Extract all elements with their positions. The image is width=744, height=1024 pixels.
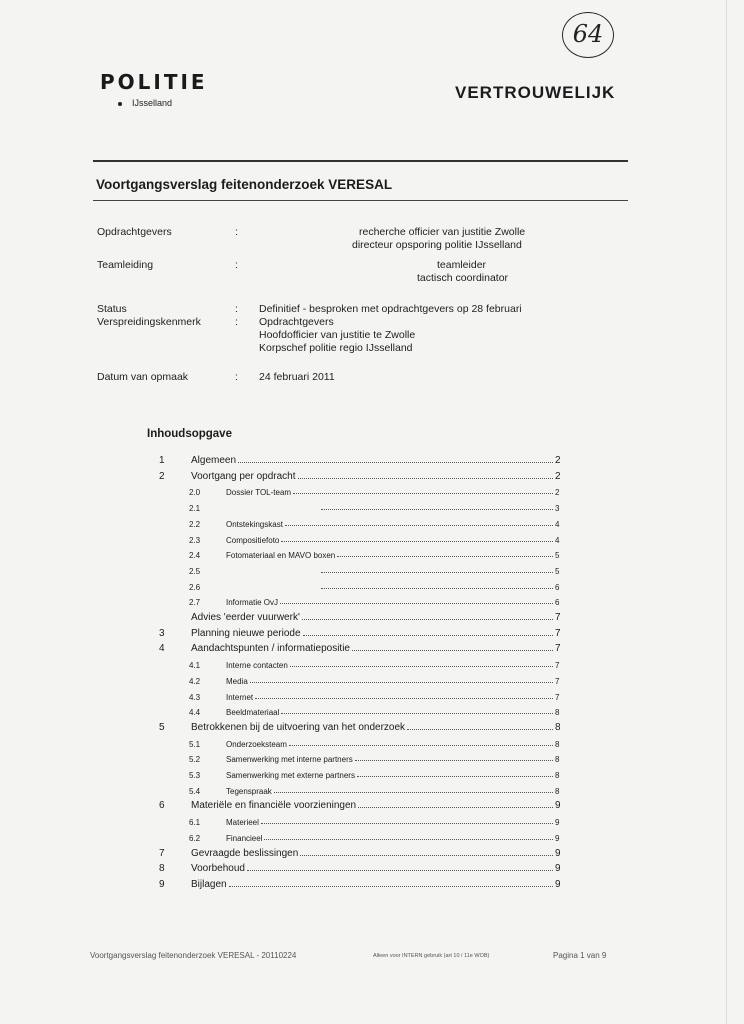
toc-entry-text: Bijlagen [191,878,227,890]
footer-document-ref: Voortgangsverslag feitenonderzoek VERESAL - 20110224 [90,951,297,960]
toc-entry-page: 5 [555,551,560,561]
toc-entry [0,782,744,796]
toc-entry-text: Beeldmateriaal [226,708,280,718]
toc-entry-page: 6 [555,598,560,608]
toc-entry [0,813,744,827]
toc-entry [0,656,744,670]
toc-entry [0,468,744,482]
toc-entry-number: 2.7 [189,598,201,608]
toc-leader-dots [281,712,553,714]
toc-entry [0,735,744,749]
toc-title: Inhoudsopgave [147,428,232,440]
meta-colon: : [235,371,238,383]
toc-leader-dots [285,524,553,526]
toc-leader-dots [352,649,553,651]
meta-label: Opdrachtgevers [97,226,172,238]
toc-entry-text: Algemeen [191,455,237,466]
toc-leader-dots [337,555,553,557]
scan-edge [726,0,727,1024]
meta-label: Teamleiding [97,259,154,271]
toc-leader-dots [293,492,553,494]
toc-entry-text: Aandachtspunten / informatiepositie [191,643,350,655]
toc-leader-dots [247,869,553,871]
toc-entry-number: 6.2 [189,833,201,843]
toc-entry [0,609,744,623]
toc-leader-dots [261,822,553,824]
toc-entry-page: 7 [555,627,561,639]
toc-entry-number: 6.1 [189,818,201,828]
toc-entry [0,499,744,513]
toc-entry-page: 9 [555,847,561,859]
toc-entry [0,578,744,592]
toc-leader-dots [321,587,553,589]
meta-label: Verspreidingskenmerk [97,316,201,328]
toc-entry-number: 5.2 [189,755,201,765]
toc-entry [0,703,744,717]
toc-entry-number: 3 [159,627,165,639]
toc-entry-text: Ontstekingskast [226,519,283,529]
toc-entry-number: 4.1 [189,661,201,671]
toc-entry-page: 7 [555,676,560,686]
toc-entry-page: 8 [555,786,560,796]
toc-entry [0,750,744,764]
toc-entry-number: 5.3 [189,771,201,780]
toc-entry [0,515,744,529]
toc-entry-number: 2.6 [189,582,201,592]
meta-colon: : [235,226,238,238]
toc-entry-text: Materieel [226,818,259,828]
toc-entry-number: 2.5 [189,566,201,576]
logo-region [118,98,208,108]
toc-entry-text: Planning nieuwe periode [191,627,301,639]
logo-name: POLITIE [100,70,208,94]
toc-entry [0,766,744,780]
toc-entry-page: 7 [555,661,560,671]
toc-entry-page: 2 [555,470,561,482]
toc-entry-text: Samenwerking met externe partners [226,771,355,780]
toc-entry-text: Voortgang per opdracht [191,470,296,482]
toc-entry-page: 9 [555,833,560,843]
toc-entry-page: 6 [555,582,560,592]
toc-leader-dots [280,602,553,604]
toc-leader-dots [300,854,553,856]
footer-usage-note: Alleen voor INTERN gebruik (art 10 / 11e WOB) [373,953,490,959]
toc-entry-text: Interne contacten [226,661,288,671]
toc-leader-dots [229,885,553,887]
meta-colon: : [235,303,238,315]
toc-entry-number: 4.2 [189,676,201,686]
meta-value: tactisch coordinator [417,272,509,284]
toc-entry [0,688,744,702]
logo-region-text: IJsselland [132,98,173,108]
toc-entry-text: Tegenspraak [226,786,272,796]
toc-entry-number: 4.3 [189,692,201,702]
toc-entry [0,593,744,607]
toc-entry [0,876,744,890]
toc-entry-page: 8 [555,739,560,749]
toc-entry [0,719,744,733]
toc-entry [0,625,744,639]
toc-leader-dots [358,806,553,808]
toc-leader-dots [281,540,553,542]
header-rule [93,160,628,162]
document-title: Voortgangsverslag feitenonderzoek VERESAL [96,177,393,192]
toc-leader-dots [407,728,553,730]
handwritten-page-number: 64 [562,12,614,58]
toc-entry-number: 2.4 [189,551,201,561]
toc-entry-number: 5.4 [189,786,201,796]
toc-leader-dots [289,744,553,746]
toc-entry-number: 7 [159,847,165,859]
toc-entry [0,531,744,545]
toc-entry-text: Internet [226,692,254,702]
toc-leader-dots [321,571,553,573]
toc-entry-text: Samenwerking met interne partners [226,755,353,765]
footer-page-number: Pagina 1 van 9 [553,951,607,960]
toc-entry-text: Materiële en financiële voorzieningen [191,800,357,812]
toc-leader-dots [355,759,553,761]
toc-entry-text: Gevraagde beslissingen [191,847,299,859]
toc-entry-number: 8 [159,863,165,875]
toc-entry-page: 8 [555,771,560,780]
toc-entry-page: 9 [555,863,561,875]
toc-entry-page: 2 [555,455,561,466]
meta-label: Status [97,303,127,315]
title-rule [93,200,628,201]
toc-entry-page: 8 [555,755,560,765]
meta-colon: : [235,259,238,271]
toc-entry [0,562,744,576]
toc-entry-text: Advies 'eerder vuurwerk' [191,612,300,623]
toc-entry-page: 4 [555,535,560,545]
toc-leader-dots [274,791,553,793]
meta-value: directeur opsporing politie IJsselland [352,239,522,251]
toc-entry [0,860,744,874]
toc-entry-text: Media [226,676,248,686]
toc-entry-text: Compositiefoto [226,535,280,545]
toc-leader-dots [321,508,553,510]
toc-entry-number: 4.4 [189,708,201,718]
meta-value: Opdrachtgevers [259,316,334,328]
logo-wordmark [100,70,208,94]
toc-entry-page: 7 [555,612,561,623]
toc-entry-page: 8 [555,721,561,733]
toc-leader-dots [290,665,553,667]
toc-entry-text: Informatie OvJ [226,598,279,608]
toc-entry-text: Betrokkenen bij de uitvoering van het onderzoek [191,721,406,733]
toc-entry-text: Voorbehoud [191,863,245,875]
meta-label: Datum van opmaak [97,371,189,383]
toc-entry-page: 3 [555,504,560,514]
toc-entry-number: 5.1 [189,739,201,749]
meta-value: Hoofdofficier van justitie te Zwolle [259,329,416,341]
toc-entry [0,452,744,466]
toc-entry-number: 2.1 [189,504,201,514]
meta-value: Korpschef politie regio IJsselland [259,342,413,354]
toc-entry-number: 2 [159,470,165,482]
toc-leader-dots [303,634,553,636]
toc-entry-number: 4 [159,643,165,655]
toc-leader-dots [302,618,553,620]
toc-entry [0,829,744,843]
toc-entry-page: 5 [555,566,560,576]
toc-leader-dots [238,461,553,463]
toc-entry-page: 4 [555,519,560,529]
toc-entry-number: 2.0 [189,488,201,498]
toc-leader-dots [298,477,553,479]
toc-entry-number: 9 [159,878,165,890]
toc-entry [0,546,744,560]
toc-entry-page: 9 [555,818,560,828]
toc-entry-text: Fotomateriaal en MAVO boxen [226,551,336,561]
toc-entry-number: 5 [159,721,165,733]
toc-leader-dots [255,697,553,699]
bullet-icon [118,102,122,106]
toc-entry [0,845,744,859]
meta-value: recherche officier van justitie Zwolle [359,226,526,238]
toc-entry [0,640,744,654]
toc-entry-page: 2 [555,488,560,498]
meta-value: 24 februari 2011 [259,371,335,383]
toc-leader-dots [250,681,553,683]
toc-entry-number: 2.3 [189,535,201,545]
politie-logo [100,70,208,108]
toc-entry [0,797,744,811]
toc-entry-page: 9 [555,800,561,812]
toc-leader-dots [357,775,553,777]
meta-value: teamleider [437,259,487,271]
toc-entry-number: 6 [159,800,165,812]
toc-entry-text: Financieel [226,833,263,843]
toc-entry [0,483,744,497]
toc-entry-number: 1 [159,455,165,466]
toc-entry-page: 7 [555,643,561,655]
toc-entry-page: 9 [555,878,561,890]
classification-label: VERTROUWELIJK [455,83,616,102]
meta-colon: : [235,316,238,328]
toc-entry-text: Dossier TOL-team [226,488,292,498]
toc-leader-dots [264,838,553,840]
toc-entry-page: 7 [555,692,560,702]
toc-entry-text: Onderzoeksteam [226,739,287,749]
toc-entry-page: 8 [555,708,560,718]
meta-value: Definitief - besproken met opdrachtgevers op 28 februari [259,303,522,315]
toc-entry-number: 2.2 [189,519,201,529]
toc-entry [0,672,744,686]
